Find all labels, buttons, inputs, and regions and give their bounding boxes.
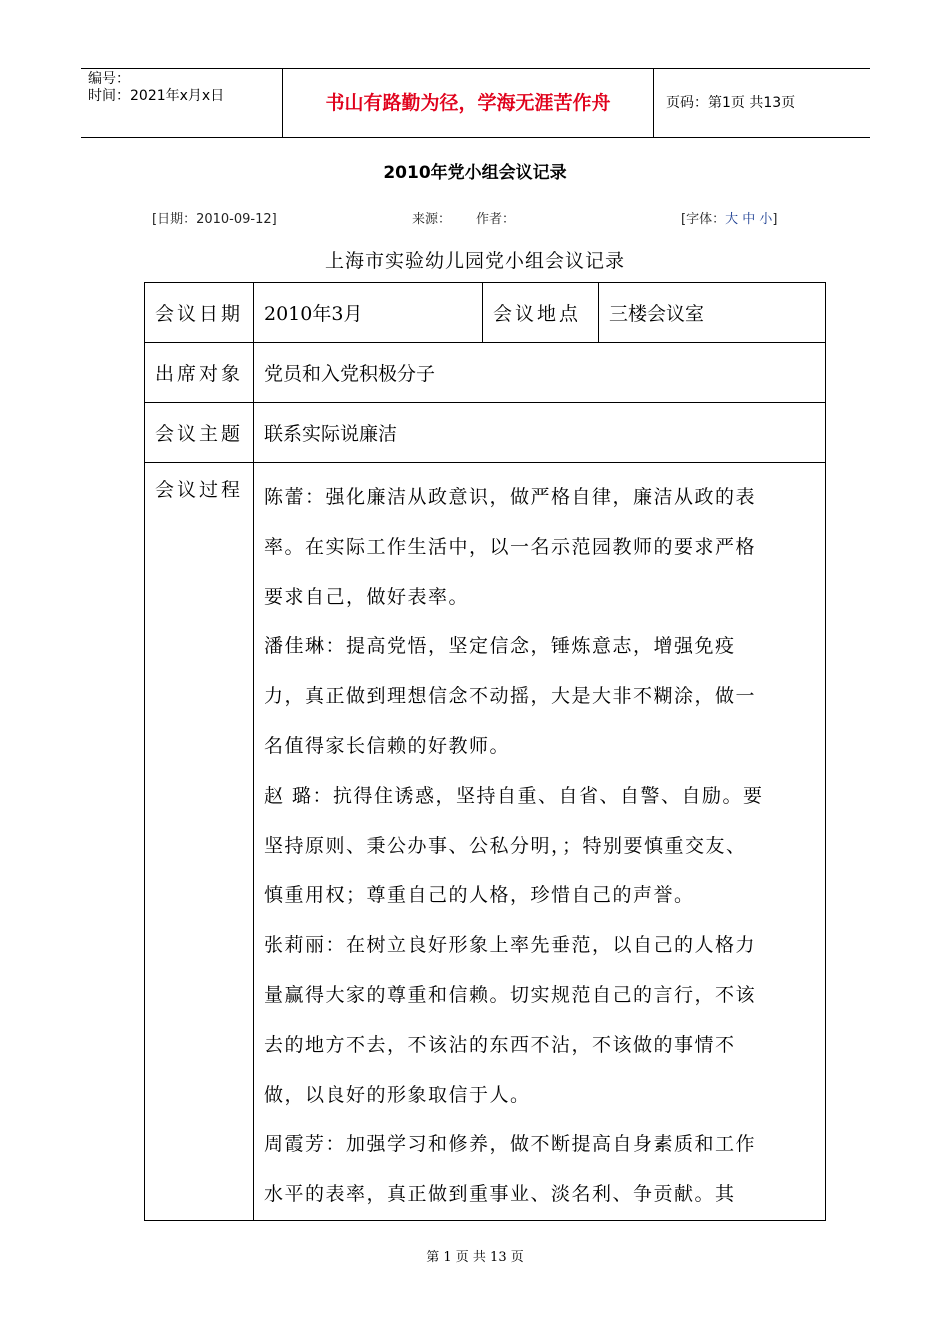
process-line: 慎重用权；尊重自己的人格，珍惜自己的声誉。 <box>264 884 695 907</box>
document-date: [日期：2010-09-12] <box>152 212 277 227</box>
attendees-value: 党员和入党积极分子 <box>254 343 826 403</box>
table-row <box>145 343 826 403</box>
process-line: 量赢得大家的尊重和信赖。切实规范自己的言行，不该 <box>264 983 757 1006</box>
meeting-date-label: 会议日期 <box>145 283 254 343</box>
font-small-link[interactable]: 小 <box>759 212 773 227</box>
process-line: 赵 璐：抗得住诱惑，坚持自重、自省、自警、自励。要 <box>264 784 764 807</box>
process-label: 会议过程 <box>145 463 254 1221</box>
table-row <box>145 463 826 1221</box>
process-line: 要求自己，做好表率。 <box>264 585 470 608</box>
topic-value: 联系实际说廉洁 <box>254 403 826 463</box>
process-content <box>254 463 826 1221</box>
table-row <box>145 403 826 463</box>
header-page-info: 页码：第1页 共13页 <box>666 95 796 111</box>
process-line: 名值得家长信赖的好教师。 <box>264 734 511 757</box>
process-line: 率。在实际工作生活中，以一名示范园教师的要求严格 <box>264 535 757 558</box>
meeting-record-table <box>144 282 826 1221</box>
document-source: 来源： <box>412 212 452 227</box>
font-size-suffix: ] <box>772 212 778 227</box>
process-line: 做，以良好的形象取信于人。 <box>264 1083 531 1106</box>
process-line: 去的地方不去，不该沾的东西不沾，不该做的事情不 <box>264 1033 736 1056</box>
document-title: 2010年党小组会议记录 <box>383 163 567 183</box>
meeting-place-label: 会议地点 <box>483 283 599 343</box>
process-line: 力，真正做到理想信念不动摇，大是大非不糊涂，做一 <box>264 685 757 708</box>
header-meta <box>81 69 282 137</box>
topic-label: 会议主题 <box>145 403 254 463</box>
table-row <box>145 283 826 343</box>
document-subtitle: 上海市实验幼儿园党小组会议记录 <box>324 250 625 272</box>
process-line: 周霞芳：加强学习和修养，做不断提高自身素质和工作 <box>264 1133 757 1156</box>
font-large-link[interactable]: 大 <box>725 212 739 227</box>
page-header <box>81 68 870 138</box>
font-size-prefix: [字体： <box>681 212 726 227</box>
header-motto: 书山有路勤为径，学海无涯苦作舟 <box>282 69 654 137</box>
process-line: 潘佳琳：提高党悟，坚定信念，锤炼意志，增强免疫 <box>264 635 736 658</box>
page-footer: 第 1 页 共 13 页 <box>426 1250 524 1265</box>
document-author: 作者： <box>476 212 516 227</box>
meeting-place-value: 三楼会议室 <box>599 283 826 343</box>
header-time: 时间：2021年x月x日 <box>88 88 225 104</box>
header-number: 编号： <box>88 71 130 87</box>
process-line: 陈蕾：强化廉洁从政意识，做严格自律，廉洁从政的表 <box>264 486 757 508</box>
font-medium-link[interactable]: 中 <box>742 212 756 227</box>
process-line: 坚持原则、秉公办事、公私分明，；特别要慎重交友、 <box>264 834 747 857</box>
attendees-label: 出席对象 <box>145 343 254 403</box>
meeting-date-value: 2010年3月 <box>254 283 483 343</box>
font-size-selector <box>681 208 777 227</box>
process-line: 水平的表率，真正做到重事业、淡名利、争贡献。其 <box>264 1183 736 1206</box>
process-line: 张莉丽：在树立良好形象上率先垂范，以自己的人格力 <box>264 934 757 957</box>
